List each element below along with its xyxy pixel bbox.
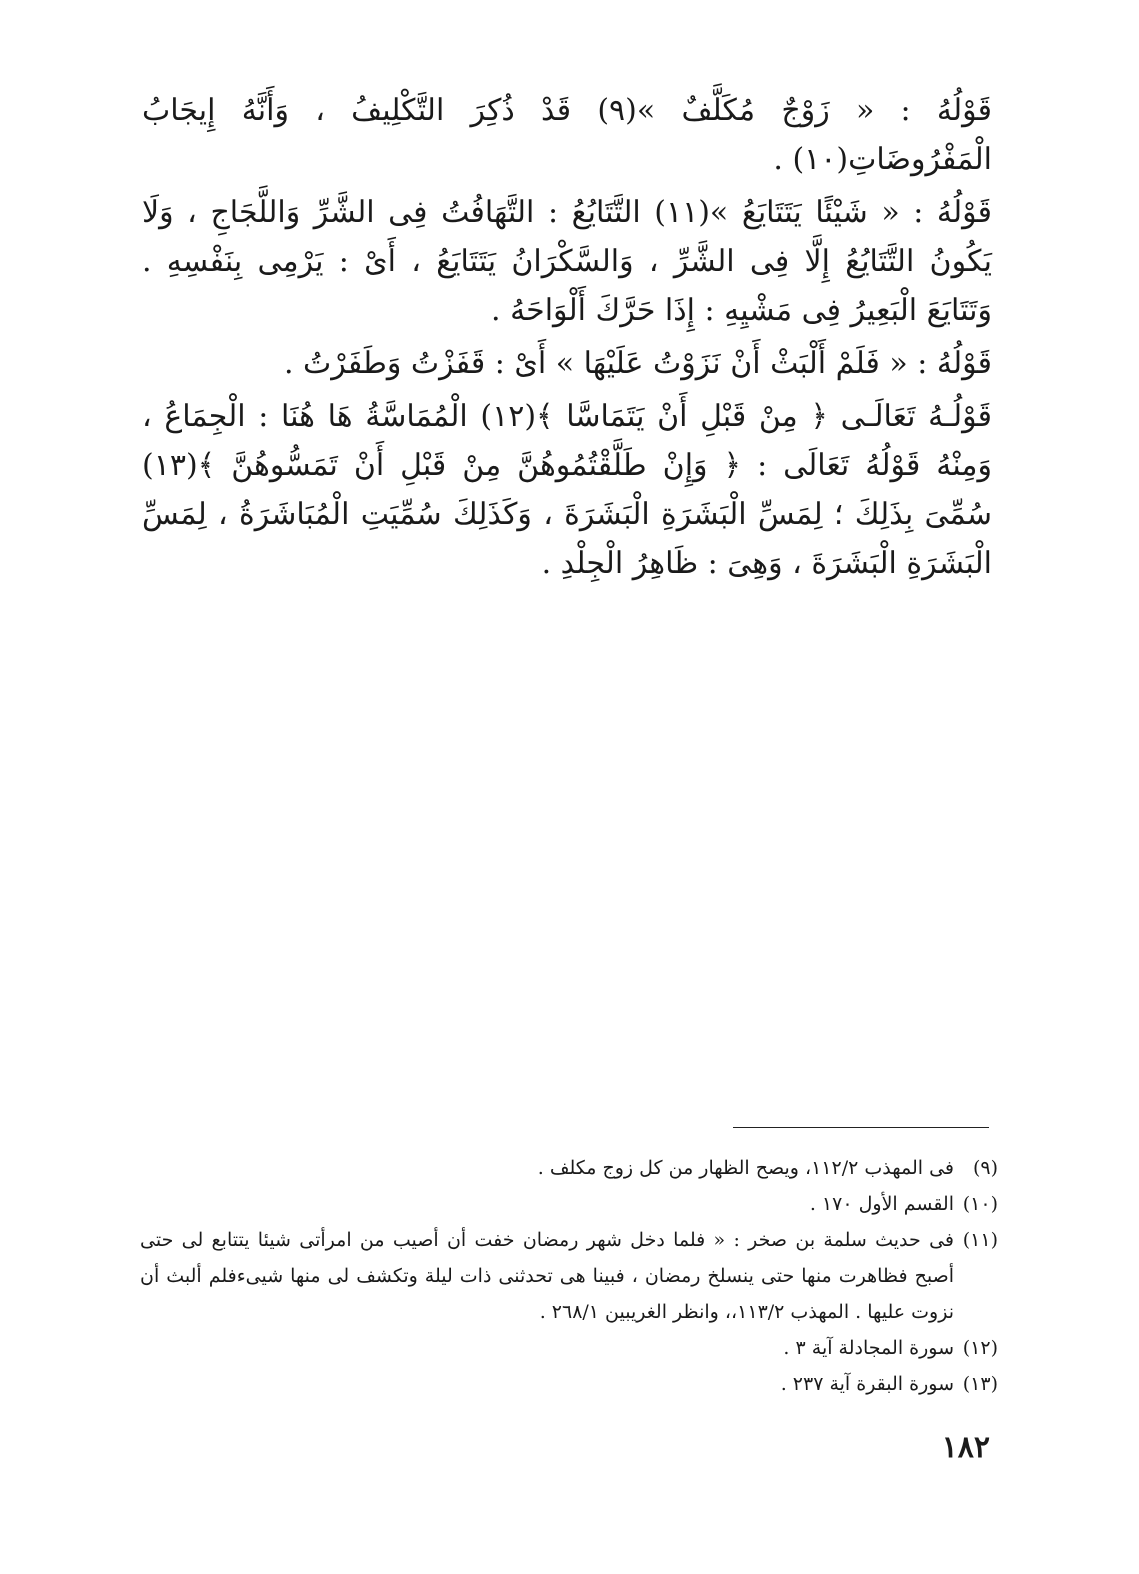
footnote-text: القسم الأول ١٧٠ . <box>809 1193 954 1215</box>
footnote-text: سورة البقرة آية ٢٣٧ . <box>780 1373 954 1395</box>
footnotes <box>140 1150 998 1402</box>
main-text <box>142 86 992 592</box>
paragraph-nazawtu: قَوْلُهُ : « فَلَمْ أَلْبَثْ أَنْ نَزَوْتُ عَلَيْهَا » أَىْ : قَفَزْتُ وَطَفَرْتُ . <box>283 346 992 381</box>
footnote-item <box>140 1330 998 1366</box>
footnote-item <box>140 1150 998 1186</box>
footnote-text: فى حديث سلمة بن صخر : « فلما دخل شهر رمضان خفت أن أصيب من امرأتى شيئا يتتابع لى حتى أصبح فظاهرت منها حتى ينسلخ رمضان ، فبينا هى تحدثنى ذات ليلة وتكشف لى منها شيىءفلم ألبث أن نزوت عليها . المهذب ١١٣/٢،، وانظر الغريبين ٢٦٨/١ . <box>140 1229 954 1323</box>
footnote-number: (١١) <box>962 1229 998 1251</box>
footnote-text: سورة المجادلة آية ٣ . <box>783 1337 954 1359</box>
page-number: ١٨٢ <box>941 1430 990 1465</box>
paragraph-tatayu: قَوْلُهُ : « شَيْئًا يَتَتَايَعُ »(١١) التَّتَايُعُ : التَّهَافُتُ فِى الشَّرِّ وَاللَّجَاجِ ، وَلَا يَكُونُ التَّتَايُعُ إِلَّا فِى الشَّرِّ ، وَالسَّكْرَانُ يَتَتَايَعُ ، أَىْ : يَرْمِى بِنَفْسِهِ . وَتَتَايَعَ الْبَعِيرُ فِى مَشْيِهِ : إِذَا حَرَّكَ أَلْوَاحَهُ . <box>142 195 993 328</box>
paragraph-mumassa: قَوْلُـهُ تَعَالَـى ﴿ مِنْ قَبْلِ أَنْ يَتَمَاسَّا ﴾(١٢) الْمُمَاسَّةُ هَا هُنَا : الْجِمَاعُ ، وَمِنْهُ قَوْلُهُ تَعَالَى : ﴿ وَإِنْ طَلَّقْتُمُوهُنَّ مِنْ قَبْلِ أَنْ تَمَسُّوهُنَّ ﴾(١٣) سُمِّىَ بِذَلِكَ ؛ لِمَسِّ الْبَشَرَةِ الْبَشَرَةَ ، وَكَذَلِكَ سُمِّيَتِ الْمُبَاشَرَةُ ، لِمَسِّ الْبَشَرَةِ الْبَشَرَةَ ، وَهِىَ : ظَاهِرُ الْجِلْدِ . <box>142 399 992 581</box>
footnote-item <box>140 1186 998 1222</box>
footnote-separator <box>733 1127 989 1128</box>
footnote-item <box>140 1366 998 1402</box>
paragraph-zawj-mukallaf: قَوْلُهُ : « زَوْجٌ مُكَلَّفٌ »(٩) قَدْ ذُكِرَ التَّكْلِيفُ ، وَأَنَّهُ إِيجَابُ الْمَفْرُوضَاتِ(١٠) . <box>142 93 992 177</box>
footnote-text: فى المهذب ١١٢/٢، ويصح الظهار من كل زوج مكلف . <box>537 1157 954 1179</box>
footnote-number: (٩) <box>972 1157 998 1179</box>
footnote-item <box>140 1222 998 1330</box>
footnote-number: (١٢) <box>962 1337 998 1359</box>
footnote-number: (١٣) <box>962 1373 998 1395</box>
footnote-number: (١٠) <box>962 1193 998 1215</box>
